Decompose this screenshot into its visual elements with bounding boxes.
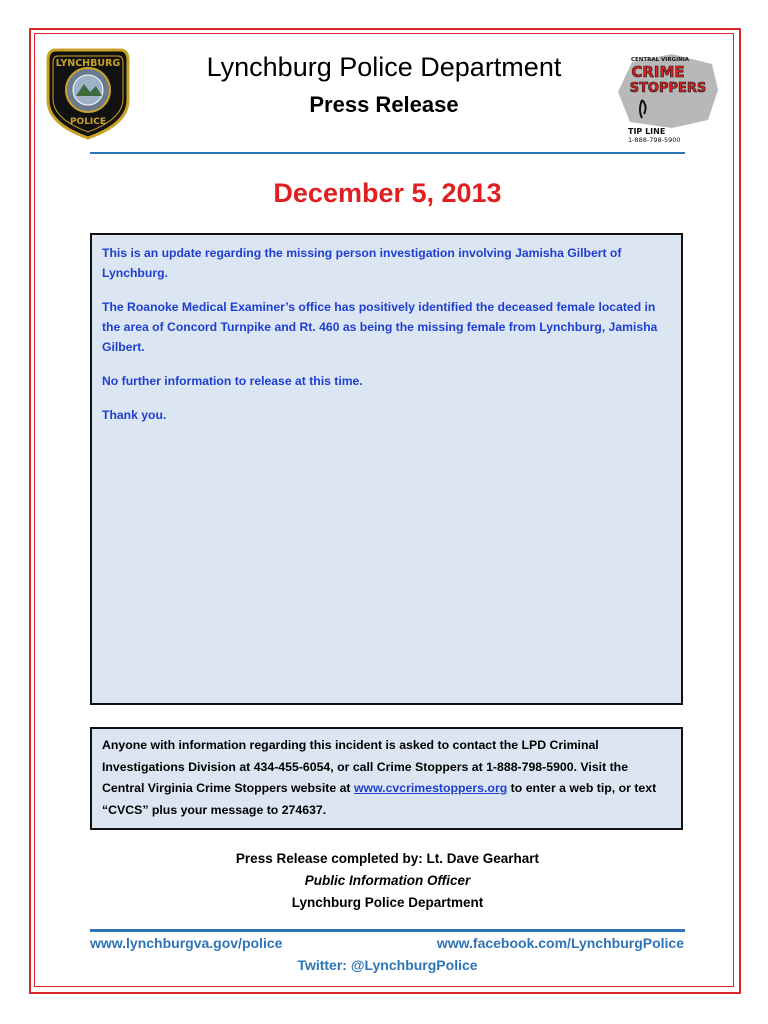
signature-department: Lynchburg Police Department xyxy=(291,895,484,910)
signature-completed-by: Press Release completed by: Lt. Dave Gearhart xyxy=(235,851,540,866)
crime-stoppers-website-link[interactable]: www.cvcrimestoppers.org xyxy=(353,781,508,795)
contact-info-box xyxy=(90,727,683,830)
release-paragraph: No further information to release at this time. xyxy=(102,374,363,388)
release-paragraph: Thank you. xyxy=(102,408,167,422)
crime-stoppers-tip-label: TIP LINE xyxy=(628,127,666,136)
release-paragraph: This is an update regarding the missing person investigation involving Jamisha Gilbert of Lynchburg. xyxy=(102,246,622,280)
contact-text-after-link: to enter a web tip, or text “CVCS” plus your message to 274637. xyxy=(102,781,657,817)
signature-block xyxy=(90,848,685,914)
footer-facebook-link[interactable]: www.facebook.com/LynchburgPolice xyxy=(436,935,684,951)
crime-stoppers-line1: CRIME xyxy=(631,63,685,81)
header-divider xyxy=(90,152,685,154)
lynchburg-police-badge-logo xyxy=(46,44,130,140)
release-date: December 5, 2013 xyxy=(273,178,502,208)
contact-text-before-link: Anyone with information regarding this incident is asked to contact the LPD Criminal Investigations Division at 434-455-6054, or call Crime Stoppers at 1-888-798-5900. Visit the Central Virginia Crime Stoppers website at xyxy=(102,738,629,795)
release-paragraph: The Roanoke Medical Examiner’s office has positively identified the deceased female located in the area of Concord Turnpike and Rt. 460 as being the missing female from Lynchburg, Jamisha Gilbert. xyxy=(102,300,658,354)
footer-twitter-handle[interactable]: Twitter: @LynchburgPolice xyxy=(297,957,478,973)
crime-stoppers-logo xyxy=(612,50,720,144)
crime-stoppers-tip-number: 1-888-798-5900 xyxy=(628,136,681,144)
release-body-box xyxy=(90,233,683,705)
document-subtitle: Press Release xyxy=(309,92,459,117)
document-title: Lynchburg Police Department xyxy=(206,52,562,82)
footer-website-link[interactable]: www.lynchburgva.gov/police xyxy=(90,935,283,951)
footer-divider xyxy=(90,929,685,932)
crime-stoppers-line2: STOPPERS xyxy=(629,81,707,96)
signature-title: Public Information Officer xyxy=(304,873,471,888)
badge-bottom-text: POLICE xyxy=(69,117,107,127)
crime-stoppers-region: CENTRAL VIRGINIA xyxy=(630,57,690,63)
badge-top-text: LYNCHBURG xyxy=(55,58,121,69)
